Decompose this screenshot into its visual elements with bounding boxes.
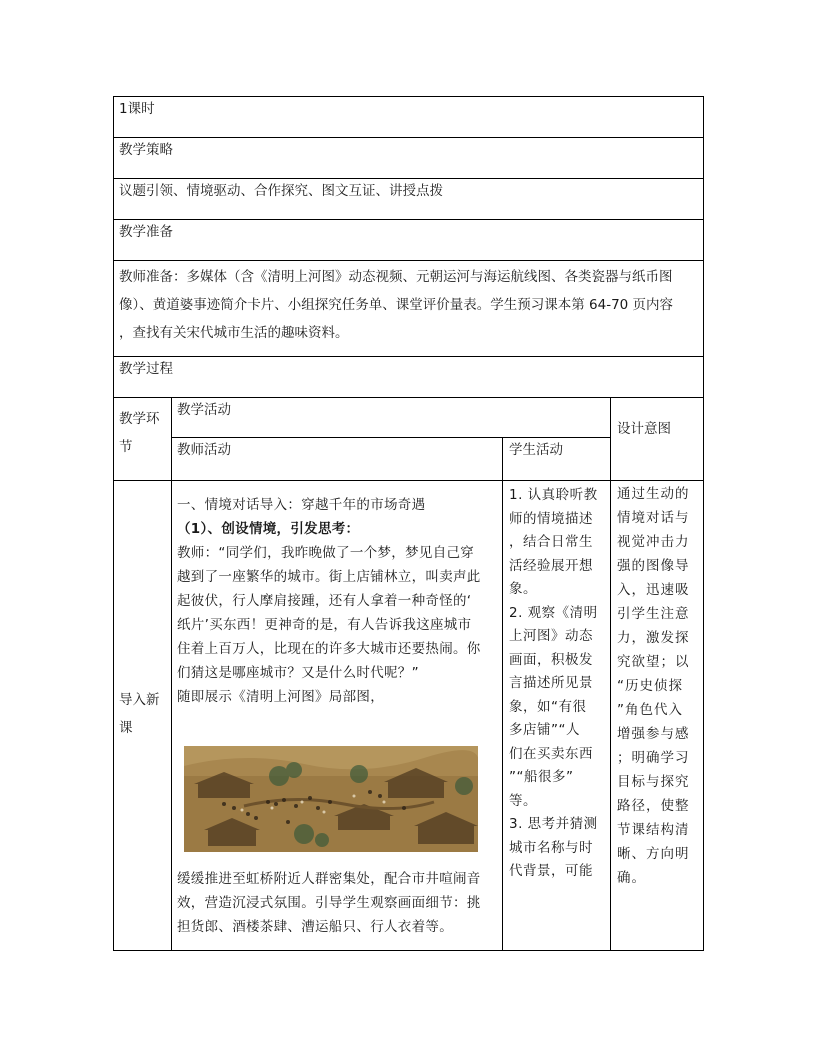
teacher-line: 越到了一座繁华的城市。街上店铺林立，叫卖声此 xyxy=(177,569,481,585)
row-divider xyxy=(113,178,704,179)
prep-line: ，查找有关宋代城市生活的趣味资料。 xyxy=(119,325,349,341)
student-line: 们在买卖东西 xyxy=(509,745,593,762)
stage-header-line: 教学环 xyxy=(119,411,160,427)
student-line: 师的情境描述 xyxy=(509,510,593,527)
design-line: 视觉冲击力 xyxy=(617,534,690,550)
table-border-top xyxy=(113,96,704,97)
col-divider xyxy=(171,397,172,951)
student-line: 象，如“有很 xyxy=(509,698,587,715)
student-activity-header: 学生活动 xyxy=(509,442,563,458)
design-intent xyxy=(617,482,701,890)
qingming-painting-image xyxy=(184,746,478,852)
row-divider xyxy=(113,356,704,357)
student-line: 画面，积极发 xyxy=(509,651,593,668)
design-line: 入，迅速吸 xyxy=(617,582,690,598)
teacher-activity-header: 教师活动 xyxy=(177,442,231,458)
process-heading: 教学过程 xyxy=(119,361,173,377)
teacher-line: 效，营造沉浸式氛围。引导学生观察画面细节：挑 xyxy=(177,895,481,911)
design-line: 增强参与感 xyxy=(617,726,690,742)
student-line: 等。 xyxy=(509,792,537,809)
student-line: 象。 xyxy=(509,581,537,597)
row-divider xyxy=(113,219,704,220)
lesson-hours: 1课时 xyxy=(119,101,155,117)
stage-line: 课 xyxy=(119,720,133,736)
teacher-line: 教师：“同学们，我昨晚做了一个梦，梦见自己穿 xyxy=(177,545,475,561)
prep-text xyxy=(119,263,673,347)
design-line: ”角色代入 xyxy=(617,702,683,718)
teacher-line: 们猜这是哪座城市？又是什么时代呢？” xyxy=(177,665,419,681)
student-line: ”“船很多” xyxy=(509,769,574,785)
teacher-line: 住着上百万人，比现在的许多大城市还要热闹。你 xyxy=(177,641,481,657)
student-line: 言描述所见景 xyxy=(509,675,593,691)
table-border-right xyxy=(703,96,704,951)
design-line: 力，激发探 xyxy=(617,630,690,646)
teacher-line: 起彼伏，行人摩肩接踵，还有人拿着一种奇怪的‘ xyxy=(177,593,472,609)
teacher-line: 随即展示《清明上河图》局部图， xyxy=(177,689,384,705)
row-divider xyxy=(171,437,611,438)
painting-svg xyxy=(184,746,478,852)
student-line: 多店铺”“人 xyxy=(509,722,580,738)
prep-line: 教师准备：多媒体（含《清明上河图》动态视频、元朝运河与海运航线图、各类瓷器与纸币图 xyxy=(119,269,673,285)
strategy-heading: 教学策略 xyxy=(119,142,173,158)
activity-header: 教学活动 xyxy=(177,402,231,418)
stage-header xyxy=(119,405,160,461)
row-divider xyxy=(113,260,704,261)
teacher-line: 缓缓推进至虹桥附近人群密集处，配合市井喧闹音 xyxy=(177,871,481,887)
design-intent-header: 设计意图 xyxy=(617,421,671,437)
table-border-bottom xyxy=(113,950,704,951)
teacher-line: 担货郎、酒楼茶肆、漕运船只、行人衣着等。 xyxy=(177,919,453,935)
design-line: 通过生动的 xyxy=(617,486,690,502)
design-line: 确。 xyxy=(617,870,646,886)
strategy-text: 议题引领、情境驱动、合作探究、图文互证、讲授点拨 xyxy=(119,183,443,199)
design-line: 情境对话与 xyxy=(617,510,690,526)
prep-heading: 教学准备 xyxy=(119,224,173,240)
student-line: 代背景，可能 xyxy=(509,863,593,879)
design-line: 究欲望；以 xyxy=(617,654,690,670)
teacher-line: 纸片’买东西！更神奇的是，有人告诉我这座城市 xyxy=(177,617,472,633)
student-activity xyxy=(509,484,607,884)
stage-header-line: 节 xyxy=(119,439,133,455)
student-line: 活经验展开想 xyxy=(509,557,593,574)
subsection-title: （1）、创设情境，引发思考： xyxy=(177,521,360,537)
row-divider xyxy=(113,137,704,138)
design-line: 晰、方向明 xyxy=(617,846,690,862)
design-line: 引学生注意 xyxy=(617,606,690,622)
design-line: “历史侦探 xyxy=(617,678,683,694)
col-divider xyxy=(610,397,611,951)
row-divider xyxy=(113,480,704,481)
design-line: 节课结构清 xyxy=(617,822,690,838)
teacher-activity-continued xyxy=(177,867,499,939)
stage-line: 导入新 xyxy=(119,692,160,708)
student-line: 1. 认真聆听教 xyxy=(509,487,598,503)
teacher-activity xyxy=(177,493,499,709)
student-line: ，结合日常生 xyxy=(509,534,593,550)
row-divider xyxy=(113,397,704,398)
student-line: 3. 思考并猜测 xyxy=(509,816,598,832)
prep-line: 像）、黄道婆事迹简介卡片、小组探究任务单、课堂评价量表。学生预习课本第 64-70 页内容 xyxy=(119,297,674,313)
student-line: 2. 观察《清明 xyxy=(509,604,598,621)
design-line: 强的图像导 xyxy=(617,558,690,574)
stage-cell xyxy=(119,686,160,742)
design-line: 路径，使整 xyxy=(617,798,690,814)
design-line: ；明确学习 xyxy=(617,750,690,766)
section-title: 一、情境对话导入：穿越千年的市场奇遇 xyxy=(177,497,426,513)
student-line: 上河图》动态 xyxy=(509,628,593,644)
table-border-left xyxy=(113,96,114,951)
student-line: 城市名称与时 xyxy=(509,839,593,856)
col-divider xyxy=(502,437,503,951)
design-line: 目标与探究 xyxy=(617,774,690,790)
